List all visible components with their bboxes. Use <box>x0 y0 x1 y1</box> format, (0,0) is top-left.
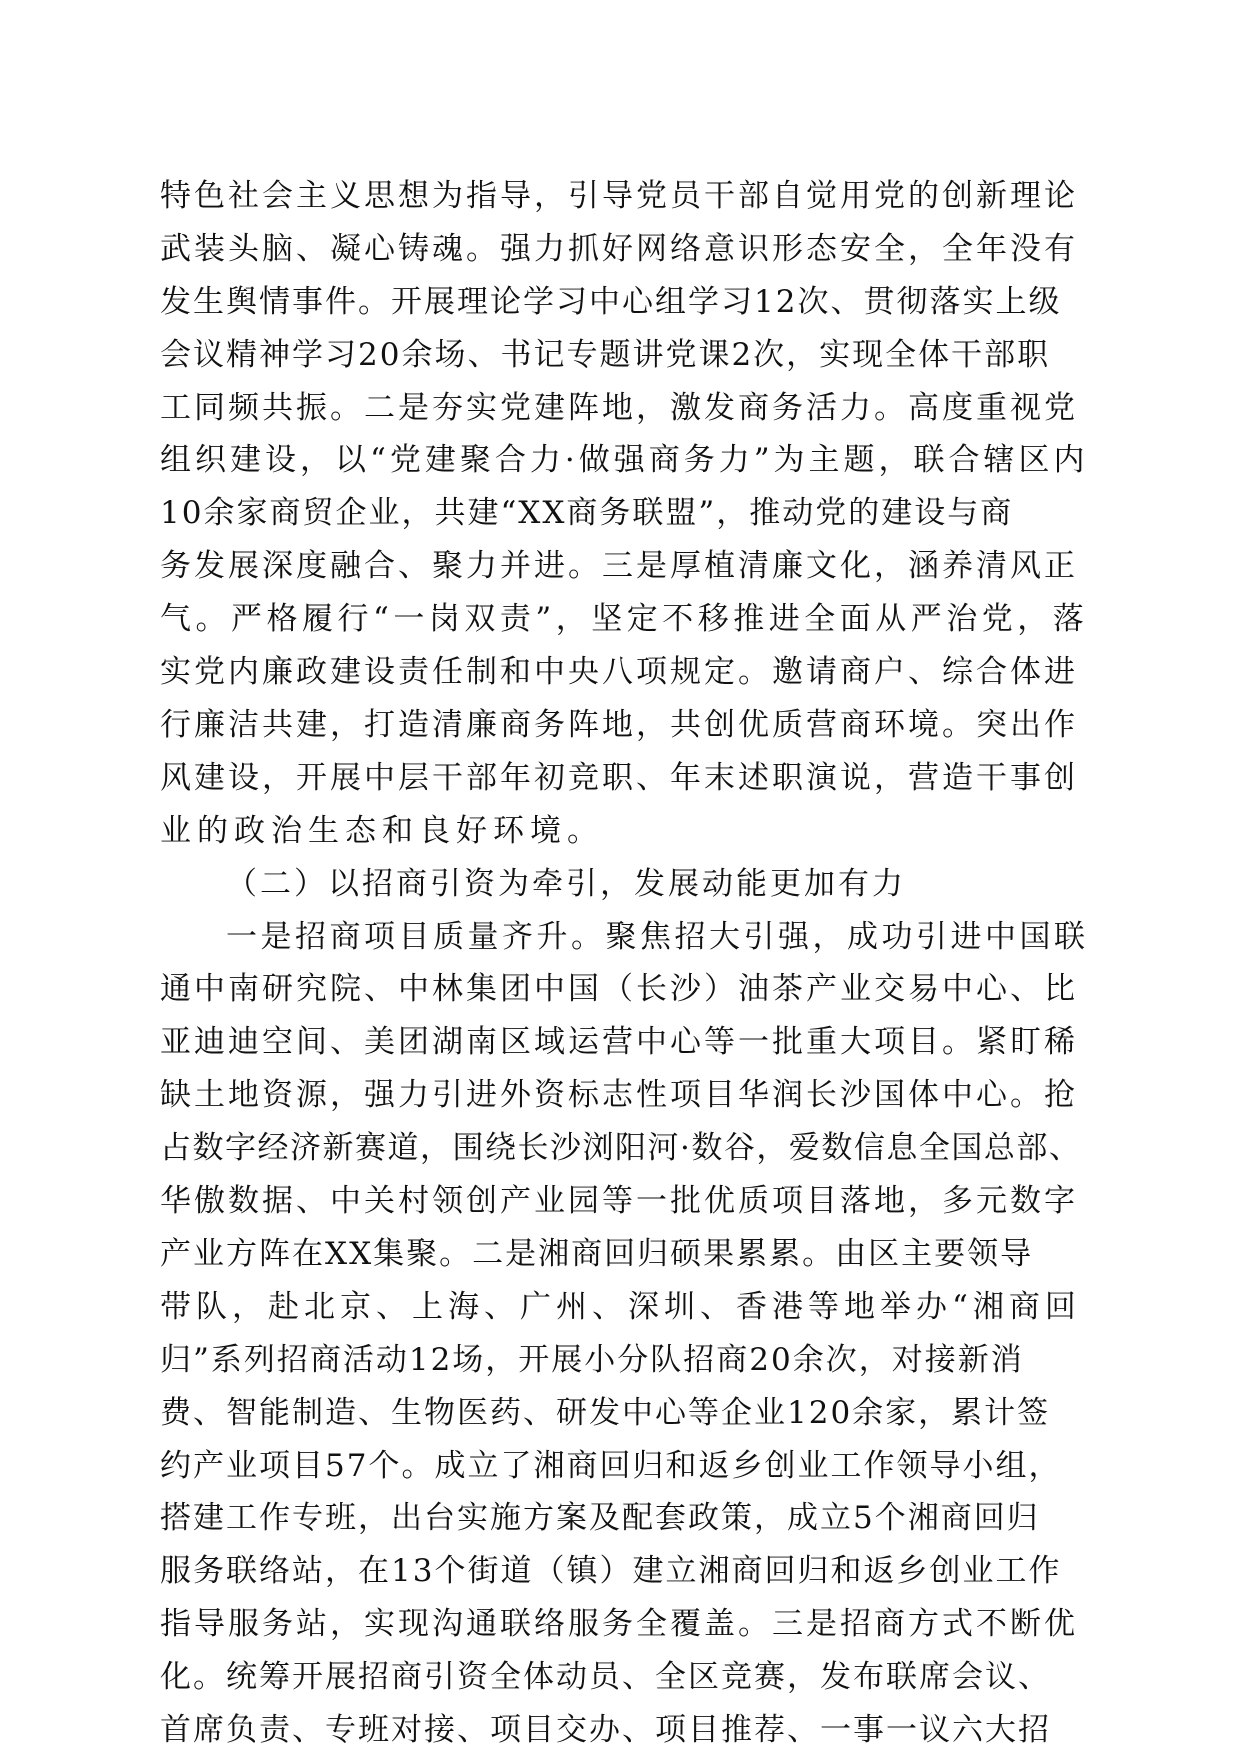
paragraph-line: 通中南研究院、中林集团中国（长沙）油茶产业交易中心、比 <box>160 971 1078 1008</box>
paragraph-line: 特色社会主义思想为指导，引导党员干部自觉用党的创新理论 <box>160 178 1078 214</box>
paragraph-line: 10余家商贸企业，共建“XX商务联盟”，推动党的建设与商 <box>160 495 1014 532</box>
paragraph-line: 组织建设，以“党建聚合力·做强商务力”为主题，联合辖区内 <box>160 442 1089 479</box>
paragraph-line: 会议精神学习20余场、书记专题讲党课2次，实现全体干部职 <box>160 336 1051 373</box>
paragraph-line: 缺土地资源，强力引进外资标志性项目华润长沙国体中心。抢 <box>160 1077 1078 1114</box>
paragraph-line: 产业方阵在XX集聚。二是湘商回归硕果累累。由区主要领导 <box>160 1235 1034 1272</box>
paragraph-line: 武装头脑、凝心铸魂。强力抓好网络意识形态安全，全年没有 <box>160 230 1078 267</box>
paragraph-line: 带队，赴北京、上海、广州、深圳、香港等地举办“湘商回 <box>160 1288 1081 1325</box>
paragraph-line: 务发展深度融合、聚力并进。三是厚植清廉文化，涵养清风正 <box>160 548 1078 585</box>
paragraph-line: 搭建工作专班，出台实施方案及配套政策，成立5个湘商回归 <box>160 1500 1040 1537</box>
paragraph-line: 业的政治生态和良好环境。 <box>160 812 604 849</box>
paragraph-line: 指导服务站，实现沟通联络服务全覆盖。三是招商方式不断优 <box>160 1606 1078 1643</box>
paragraph-line: 占数字经济新赛道，围绕长沙浏阳河·数谷，爱数信息全国总部、 <box>160 1130 1082 1167</box>
section-heading: （二）以招商引资为牵引，发展动能更加有力 <box>226 865 906 902</box>
paragraph-line: 费、智能制造、生物医药、研发中心等企业120余家，累计签 <box>160 1394 1051 1431</box>
paragraph-line: 华傲数据、中关村领创产业园等一批优质项目落地，多元数字 <box>160 1183 1078 1220</box>
paragraph-line: 首席负责、专班对接、项目交办、项目推荐、一事一议六大招 <box>160 1712 1051 1748</box>
paragraph-line: 化。统筹开展招商引资全体动员、全区竞赛，发布联席会议、 <box>160 1659 1051 1696</box>
paragraph-line: 行廉洁共建，打造清廉商务阵地，共创优质营商环境。突出作 <box>160 706 1078 743</box>
paragraph-line: 工同频共振。二是夯实党建阵地，激发商务活力。高度重视党 <box>160 389 1078 426</box>
paragraph-line: 亚迪迪空间、美团湖南区域运营中心等一批重大项目。紧盯稀 <box>160 1024 1078 1061</box>
paragraph-line: 气。严格履行“一岗双责”，坚定不移推进全面从严治党，落 <box>160 601 1089 638</box>
paragraph-line: 风建设，开展中层干部年初竞职、年末述职演说，营造干事创 <box>160 759 1078 796</box>
paragraph-line: 发生舆情事件。开展理论学习中心组学习12次、贯彻落实上级 <box>160 283 1062 320</box>
paragraph-line: 实党内廉政建设责任制和中央八项规定。邀请商户、综合体进 <box>160 654 1078 691</box>
paragraph-line: 服务联络站，在13个街道（镇）建立湘商回归和返乡创业工作 <box>160 1553 1062 1590</box>
paragraph-line: 一是招商项目质量齐升。聚焦招大引强，成功引进中国联 <box>226 918 1089 955</box>
paragraph-line: 约产业项目57个。成立了湘商回归和返乡创业工作领导小组， <box>160 1447 1062 1484</box>
paragraph-line: 归”系列招商活动12场，开展小分队招商20余次，对接新消 <box>160 1341 1024 1378</box>
